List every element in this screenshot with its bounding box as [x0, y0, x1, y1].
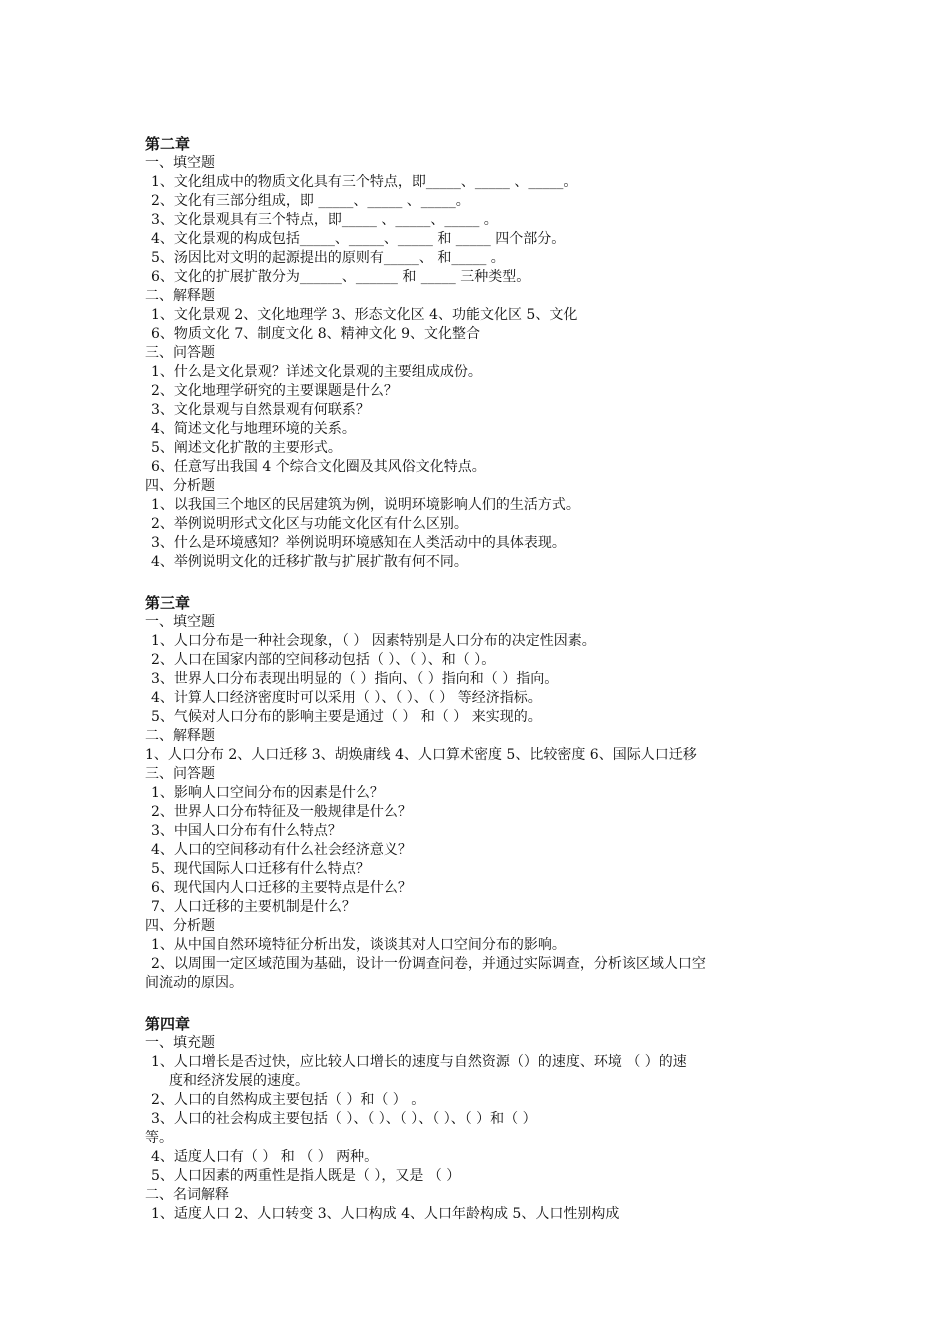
question-line: 4、适度人口有（ ） 和 （ ） 两种。: [151, 1149, 379, 1165]
question-line: 1、什么是文化景观？详述文化景观的主要组成成份。: [151, 364, 482, 380]
question-line: 1、从中国自然环境特征分析出发，谈谈其对人口空间分布的影响。: [151, 937, 566, 953]
question-line: 6、物质文化 7、制度文化 8、精神文化 9、文化整合: [151, 326, 480, 342]
section-title: 三、问答题: [145, 345, 215, 361]
section-title: 一、填空题: [145, 155, 215, 171]
question-line: 4、计算人口经济密度时可以采用（ ）、（ ）、（ ） 等经济指标。: [151, 690, 542, 706]
question-line: 2、人口的自然构成主要包括（ ）和（ ） 。: [151, 1092, 426, 1108]
question-line: 5、阐述文化扩散的主要形式。: [151, 440, 342, 456]
question-line: 5、汤因比对文明的起源提出的原则有_____、 和_____ 。: [151, 250, 505, 266]
question-line: 6、任意写出我国 4 个综合文化圈及其风俗文化特点。: [151, 459, 486, 475]
question-line: 1、影响人口空间分布的因素是什么？: [151, 785, 384, 801]
section-title: 四、分析题: [145, 478, 215, 494]
question-line: 7、人口迁移的主要机制是什么？: [151, 899, 356, 915]
question-line: 3、什么是环境感知？举例说明环境感知在人类活动中的具体表现。: [151, 535, 566, 551]
chapter-3: [145, 594, 815, 993]
question-line: 1、文化景观 2、文化地理学 3、形态文化区 4、功能文化区 5、文化: [151, 307, 578, 323]
question-line: 5、气候对人口分布的影响主要是通过（ ） 和（ ） 来实现的。: [151, 709, 542, 725]
question-line: 2、世界人口分布特征及一般规律是什么？: [151, 804, 412, 820]
question-line: 3、中国人口分布有什么特点？: [151, 823, 342, 839]
question-line: 3、人口的社会构成主要包括（ ）、（ ）、（ ）、（ ）、（ ）和（ ）: [151, 1111, 537, 1127]
question-line: 3、世界人口分布表现出明显的（ ）指向、（ ）指向和（ ）指向。: [151, 671, 559, 687]
question-line: 3、文化景观与自然景观有何联系？: [151, 402, 370, 418]
question-line: 4、简述文化与地理环境的关系。: [151, 421, 356, 437]
question-line: 2、人口在国家内部的空间移动包括（ ）、（ ）、和（ ）。: [151, 652, 496, 668]
section-title: 二、解释题: [145, 728, 215, 744]
question-line: 4、人口的空间移动有什么社会经济意义？: [151, 842, 412, 858]
question-line: 2、文化地理学研究的主要课题是什么？: [151, 383, 398, 399]
chapter-title: 第二章: [145, 135, 191, 153]
question-line: 4、文化景观的构成包括_____、_____、_____ 和 _____ 四个部分。: [151, 231, 566, 247]
chapter-2: [145, 135, 815, 572]
question-line: 4、举例说明文化的迁移扩散与扩展扩散有何不同。: [151, 554, 468, 570]
question-line: 1、人口分布是一种社会现象，（ ） 因素特别是人口分布的决定性因素。: [151, 633, 596, 649]
question-line: 2、文化有三部分组成，即 _____、_____ 、_____。: [151, 193, 470, 209]
question-line: 3、文化景观具有三个特点，即_____ 、_____、_____ 。: [151, 212, 498, 228]
question-line: 6、文化的扩展扩散分为______、______ 和 _____ 三种类型。: [151, 269, 531, 285]
chapter-title: 第三章: [145, 594, 191, 612]
question-line: 2、以周围一定区域范围为基础，设计一份调查问卷，并通过实际调查，分析该区域人口空: [151, 956, 706, 972]
section-title: 二、解释题: [145, 288, 215, 304]
section-title: 一、填充题: [145, 1035, 215, 1051]
question-line-continuation: 度和经济发展的速度。: [169, 1073, 309, 1089]
question-line: 1、适度人口 2、人口转变 3、人口构成 4、人口年龄构成 5、人口性别构成: [151, 1206, 620, 1222]
question-line: 2、举例说明形式文化区与功能文化区有什么区别。: [151, 516, 468, 532]
question-line: 1、以我国三个地区的民居建筑为例，说明环境影响人们的生活方式。: [151, 497, 580, 513]
question-line-continuation: 等。: [145, 1130, 173, 1146]
question-line: 1、文化组成中的物质文化具有三个特点，即_____、_____ 、_____。: [151, 174, 578, 190]
chapter-title: 第四章: [145, 1015, 191, 1033]
question-line: 5、人口因素的两重性是指人既是（ ），又是 （ ）: [151, 1168, 461, 1184]
section-title: 二、名词解释: [145, 1187, 229, 1203]
question-line-continuation: 间流动的原因。: [145, 975, 243, 991]
document-content: [145, 135, 815, 1224]
section-title: 四、分析题: [145, 918, 215, 934]
section-title: 三、问答题: [145, 766, 215, 782]
question-line: 5、现代国际人口迁移有什么特点？: [151, 861, 370, 877]
question-line: 1、人口分布 2、人口迁移 3、胡焕庸线 4、人口算术密度 5、比较密度 6、国际人口迁移: [145, 747, 697, 763]
chapter-4: [145, 1015, 815, 1224]
section-title: 一、填空题: [145, 614, 215, 630]
question-line: 1、人口增长是否过快，应比较人口增长的速度与自然资源（）的速度、环境 （ ）的速: [151, 1054, 687, 1070]
question-line: 6、现代国内人口迁移的主要特点是什么？: [151, 880, 412, 896]
